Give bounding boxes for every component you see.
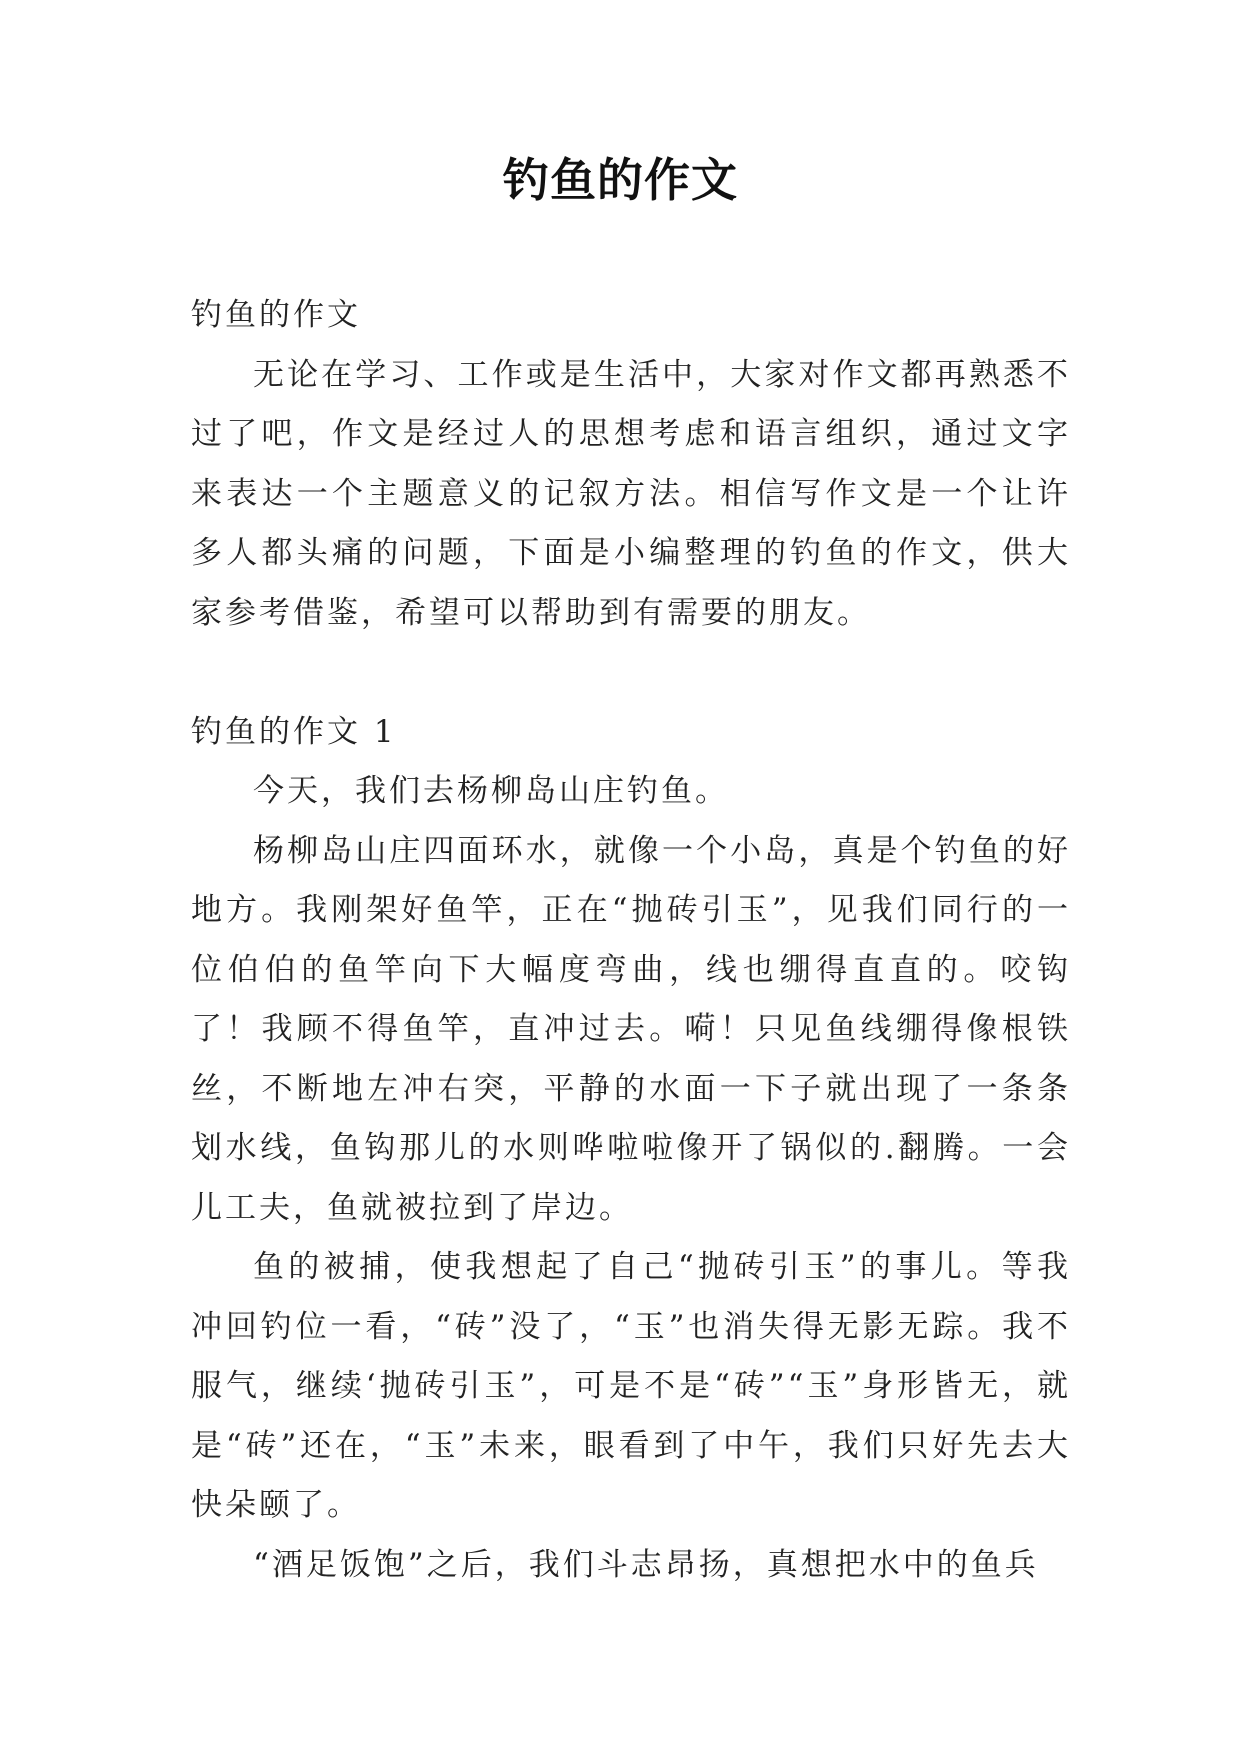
section-1-paragraph-2: 杨柳岛山庄四面环水，就像一个小岛，真是个钓鱼的好地方。我刚架好鱼竿，正在“抛砖引玉”，见我们同行的一位伯伯的鱼竿向下大幅度弯曲，线也绷得直直的。咬钩了！我顾不得鱼竿，直冲过去。嗬！只见鱼线绷得像根铁丝，不断地左冲右突，平静的水面一下子就出现了一条条划水线，鱼钩那儿的水则哗啦啦像开了锅似的.翻腾。一会儿工夫，鱼就被拉到了岸边。 bbox=[191, 832, 1071, 1226]
intro-paragraph: 无论在学习、工作或是生活中，大家对作文都再熟悉不过了吧，作文是经过人的思想考虑和语言组织，通过文字来表达一个主题意义的记叙方法。相信写作文是一个让许多人都头痛的问题，下面是小编整理的钓鱼的作文，供大家参考借鉴，希望可以帮助到有需要的朋友。 bbox=[191, 356, 1071, 631]
document-title: 钓鱼的作文 bbox=[503, 153, 738, 207]
section-1-paragraph-3: 鱼的被捕，使我想起了自己“抛砖引玉”的事儿。等我冲回钓位一看，“砖”没了，“玉”也消失得无影无踪。我不服气，继续‘抛砖引玉”，可是不是“砖”“玉”身形皆无，就是“砖”还在，“玉”未来，眼看到了中午，我们只好先去大快朵颐了。 bbox=[191, 1249, 1071, 1523]
section-1-paragraph-1: 今天，我们去杨柳岛山庄钓鱼。 bbox=[253, 773, 729, 809]
section-1-paragraph-4: “酒足饭饱”之后，我们斗志昂扬，真想把水中的鱼兵 bbox=[253, 1546, 1039, 1583]
document-body bbox=[191, 286, 1071, 1595]
section-spacer bbox=[191, 643, 1071, 703]
section-1-heading: 钓鱼的作文 1 bbox=[191, 713, 397, 750]
intro-heading: 钓鱼的作文 bbox=[191, 297, 361, 333]
